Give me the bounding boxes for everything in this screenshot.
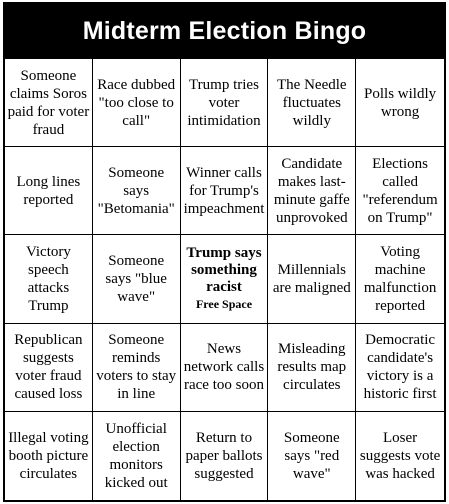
bingo-cell-2-4: Candidate makes last-minute gaffe unprovoked [268,147,356,235]
bingo-cell-1-2: Race dubbed "too close to call" [93,59,181,147]
bingo-cell-4-5: Democratic candidate's victory is a historic first [356,324,444,412]
bingo-cell-1-1: Someone claims Soros paid for voter fraud [5,59,93,147]
bingo-cell-4-1: Republican suggests voter fraud caused loss [5,324,93,412]
free-space-label: Free Space [195,297,253,312]
bingo-cell-2-2: Someone says "Betomania" [93,147,181,235]
bingo-title: Midterm Election Bingo [5,4,444,59]
bingo-cell-5-1: Illegal voting booth picture circulates [5,412,93,500]
bingo-cell-1-5: Polls wildly wrong [356,59,444,147]
bingo-grid [5,59,444,500]
bingo-cell-3-1: Victory speech attacks Trump [5,235,93,323]
bingo-cell-3-5: Voting machine malfunction reported [356,235,444,323]
bingo-cell-2-3: Winner calls for Trump's impeachment [181,147,269,235]
bingo-cell-2-5: Elections called "referendum on Trump" [356,147,444,235]
bingo-free-space [181,235,269,323]
bingo-card [3,2,446,502]
free-space-text: Trump says something racist [186,245,262,296]
bingo-cell-4-2: Someone reminds voters to stay in line [93,324,181,412]
bingo-cell-3-2: Someone says "blue wave" [93,235,181,323]
bingo-cell-4-3: News network calls race too soon [181,324,269,412]
bingo-cell-5-3: Return to paper ballots suggested [181,412,269,500]
bingo-cell-5-5: Loser suggests vote was hacked [359,429,441,482]
bingo-cell-3-4: Millennials are maligned [268,235,356,323]
bingo-cell-4-4: Misleading results map circulates [268,324,356,412]
bingo-cell-5-2: Unofficial election monitors kicked out [93,412,181,500]
bingo-cell-1-4: The Needle fluctuates wildly [268,59,356,147]
bingo-cell-5-4: Someone says "red wave" [268,412,356,500]
bingo-cell-1-3: Trump tries voter intimidation [181,59,269,147]
bingo-cell-2-1: Long lines reported [5,147,93,235]
